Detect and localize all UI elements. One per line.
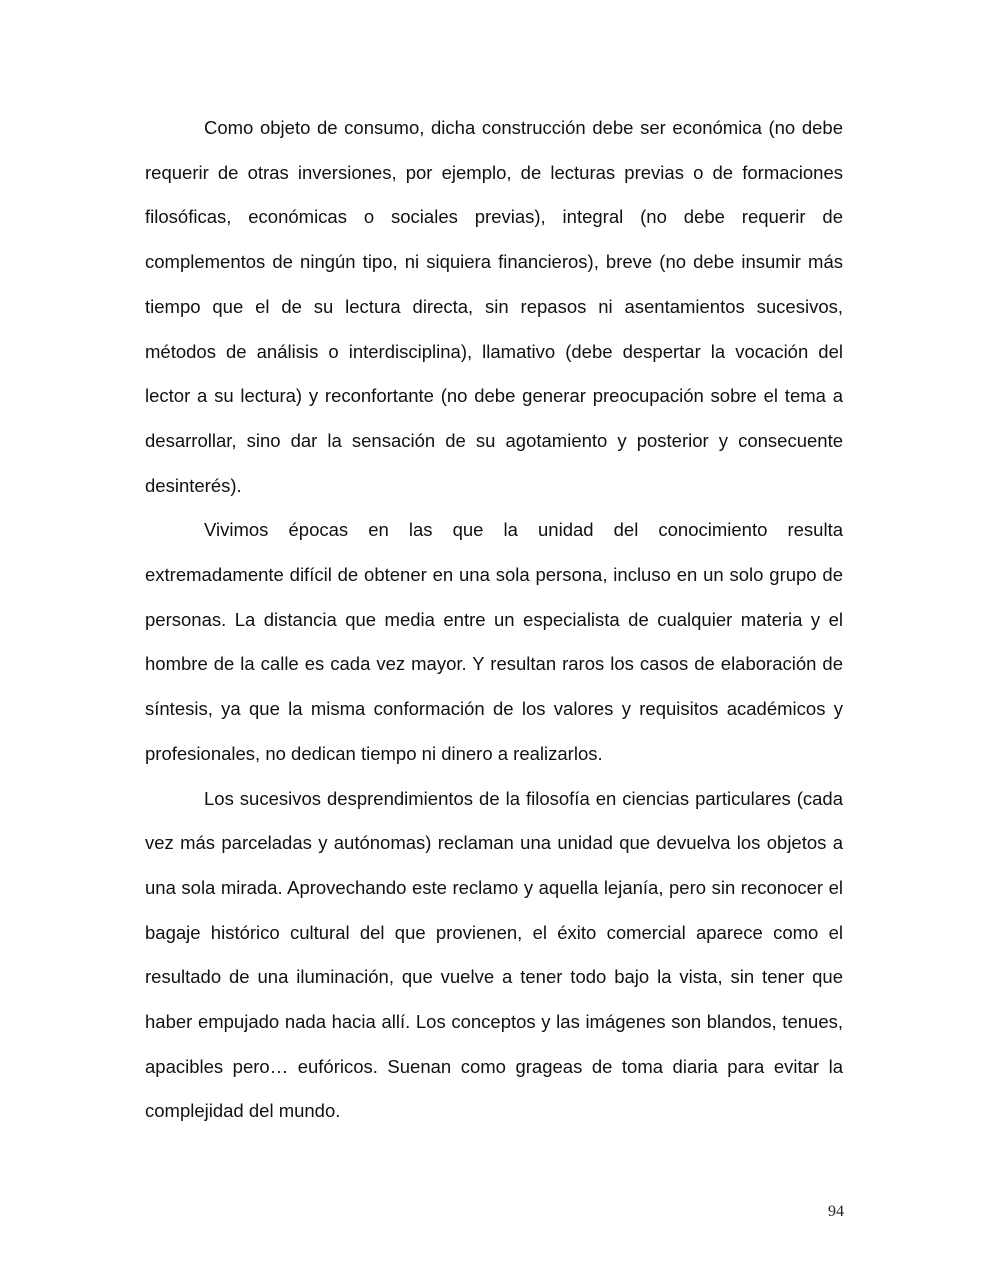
page-number: 94 [828, 1203, 844, 1220]
paragraph-1: Como objeto de consumo, dicha construcción debe ser económica (no debe requerir de otras inversiones, por ejemplo, de lecturas previas o de formaciones filosóficas, económicas o sociales previas), integral (no debe requerir de complementos de ningún tipo, ni siquiera financieros), breve (no debe insumir más tiempo que el de su lectura directa, sin repasos ni asentamientos sucesivos, métodos de análisis o interdisciplina), llamativo (debe despertar la vocación del lector a su lectura) y reconfortante (no debe generar preocupación sobre el tema a desarrollar, sino dar la sensación de su agotamiento y posterior y consecuente desinterés). [145, 117, 843, 496]
body-text [145, 106, 843, 1134]
paragraph-2: Vivimos épocas en las que la unidad del conocimiento resulta extremadamente difícil de obtener en una sola persona, incluso en un solo grupo de personas. La distancia que media entre un especialista de cualquier materia y el hombre de la calle es cada vez mayor. Y resultan raros los casos de elaboración de síntesis, ya que la misma conformación de los valores y requisitos académicos y profesionales, no dedican tiempo ni dinero a realizarlos. [145, 519, 843, 764]
paragraph-3: Los sucesivos desprendimientos de la filosofía en ciencias particulares (cada vez más parceladas y autónomas) reclaman una unidad que devuelva los objetos a una sola mirada. Aprovechando este reclamo y aquella lejanía, pero sin reconocer el bagaje histórico cultural del que provienen, el éxito comercial aparece como el resultado de una iluminación, que vuelve a tener todo bajo la vista, sin tener que haber empujado nada hacia allí. Los conceptos y las imágenes son blandos, tenues, apacibles pero… eufóricos. Suenan como grageas de toma diaria para evitar la complejidad del mundo. [145, 787, 843, 1122]
